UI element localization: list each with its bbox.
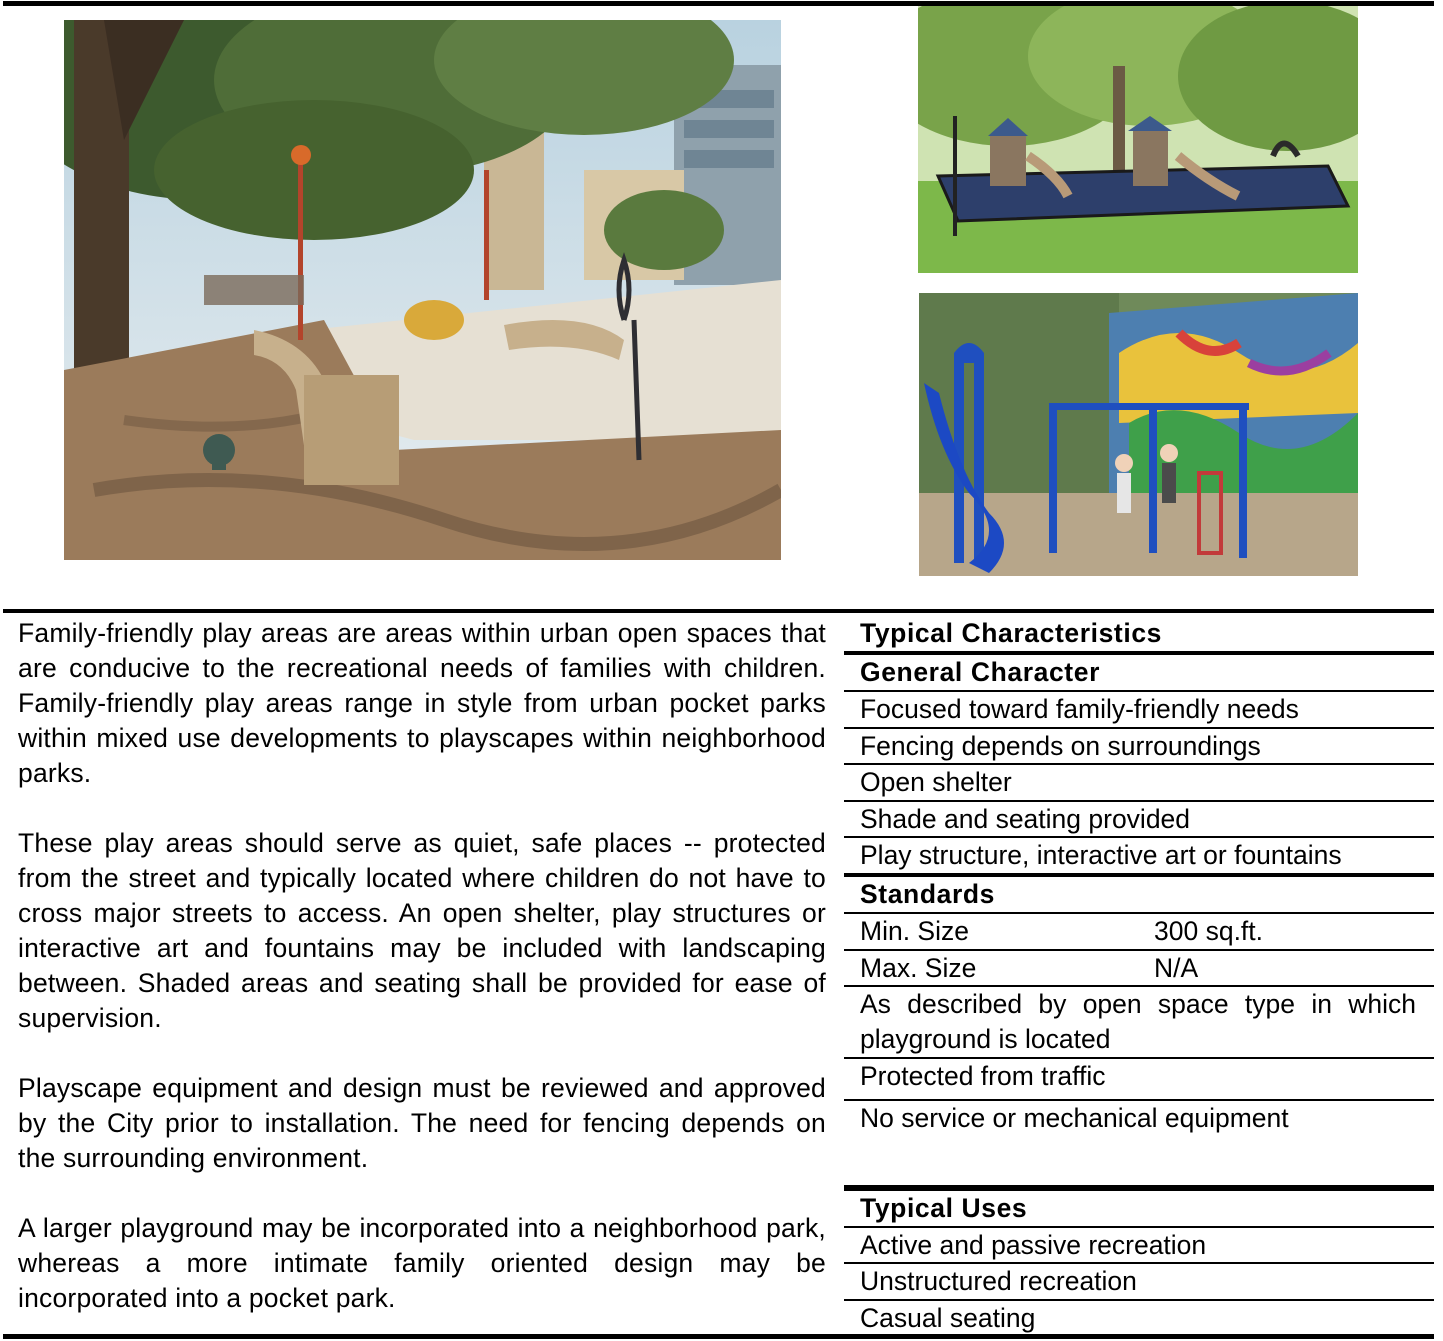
- general-item: Play structure, interactive art or fountains: [844, 838, 1434, 877]
- standard-row: [844, 951, 1434, 987]
- typical-uses-heading: Typical Uses: [844, 1191, 1434, 1228]
- general-item: Fencing depends on surroundings: [844, 729, 1434, 765]
- description-paragraph-1: Family-friendly play areas are areas within urban open spaces that are conducive to the recreational needs of families with children. Family-friendly play areas range in style from urban pocket parks within mixed use developments to playscapes within neighborhood parks.: [18, 618, 826, 788]
- section-rule: [3, 609, 1434, 613]
- neighborhood-playground-photo: [918, 6, 1358, 273]
- standards-note: As described by open space type in which playground is located: [844, 987, 1434, 1059]
- standard-value: 300 sq.ft.: [1154, 916, 1264, 946]
- standards-heading: Standards: [844, 877, 1434, 914]
- general-item: Open shelter: [844, 765, 1434, 802]
- bottom-rule: [3, 1334, 1434, 1339]
- standard-value: N/A: [1154, 953, 1199, 983]
- use-item: Casual seating: [860, 1303, 1036, 1333]
- use-item: Unstructured recreation: [844, 1264, 1434, 1301]
- pocket-park-photo: [64, 20, 781, 560]
- description-paragraph-3: Playscape equipment and design must be reviewed and approved by the City prior to installation. The need for fencing depends on the surrounding environment.: [18, 1073, 826, 1173]
- characteristics-table: [844, 616, 1434, 1335]
- general-item: Focused toward family-friendly needs: [844, 692, 1434, 729]
- use-item: Active and passive recreation: [844, 1228, 1434, 1264]
- standard-label: Max. Size: [860, 953, 977, 983]
- standard-label: Min. Size: [860, 916, 969, 946]
- description: [18, 616, 826, 1316]
- blue-playscape-mural-photo: [919, 293, 1358, 576]
- table-title: Typical Characteristics: [844, 616, 1434, 655]
- standard-row: [844, 914, 1434, 951]
- general-item: Shade and seating provided: [844, 802, 1434, 838]
- standards-note: No service or mechanical equipment: [844, 1101, 1434, 1187]
- standards-note: Protected from traffic: [844, 1059, 1434, 1101]
- description-paragraph-2: These play areas should serve as quiet, safe places -- protected from the street and typically located where children do not have to cross major streets to access. An open shelter, play structures or interactive art and fountains may be included with landscaping between. Shaded areas and seating shall be provided for ease of supervision.: [18, 828, 826, 1033]
- general-character-heading: General Character: [844, 655, 1434, 692]
- description-paragraph-4: A larger playground may be incorporated into a neighborhood park, whereas a more intimate family oriented design may be incorporated into a pocket park.: [18, 1213, 826, 1313]
